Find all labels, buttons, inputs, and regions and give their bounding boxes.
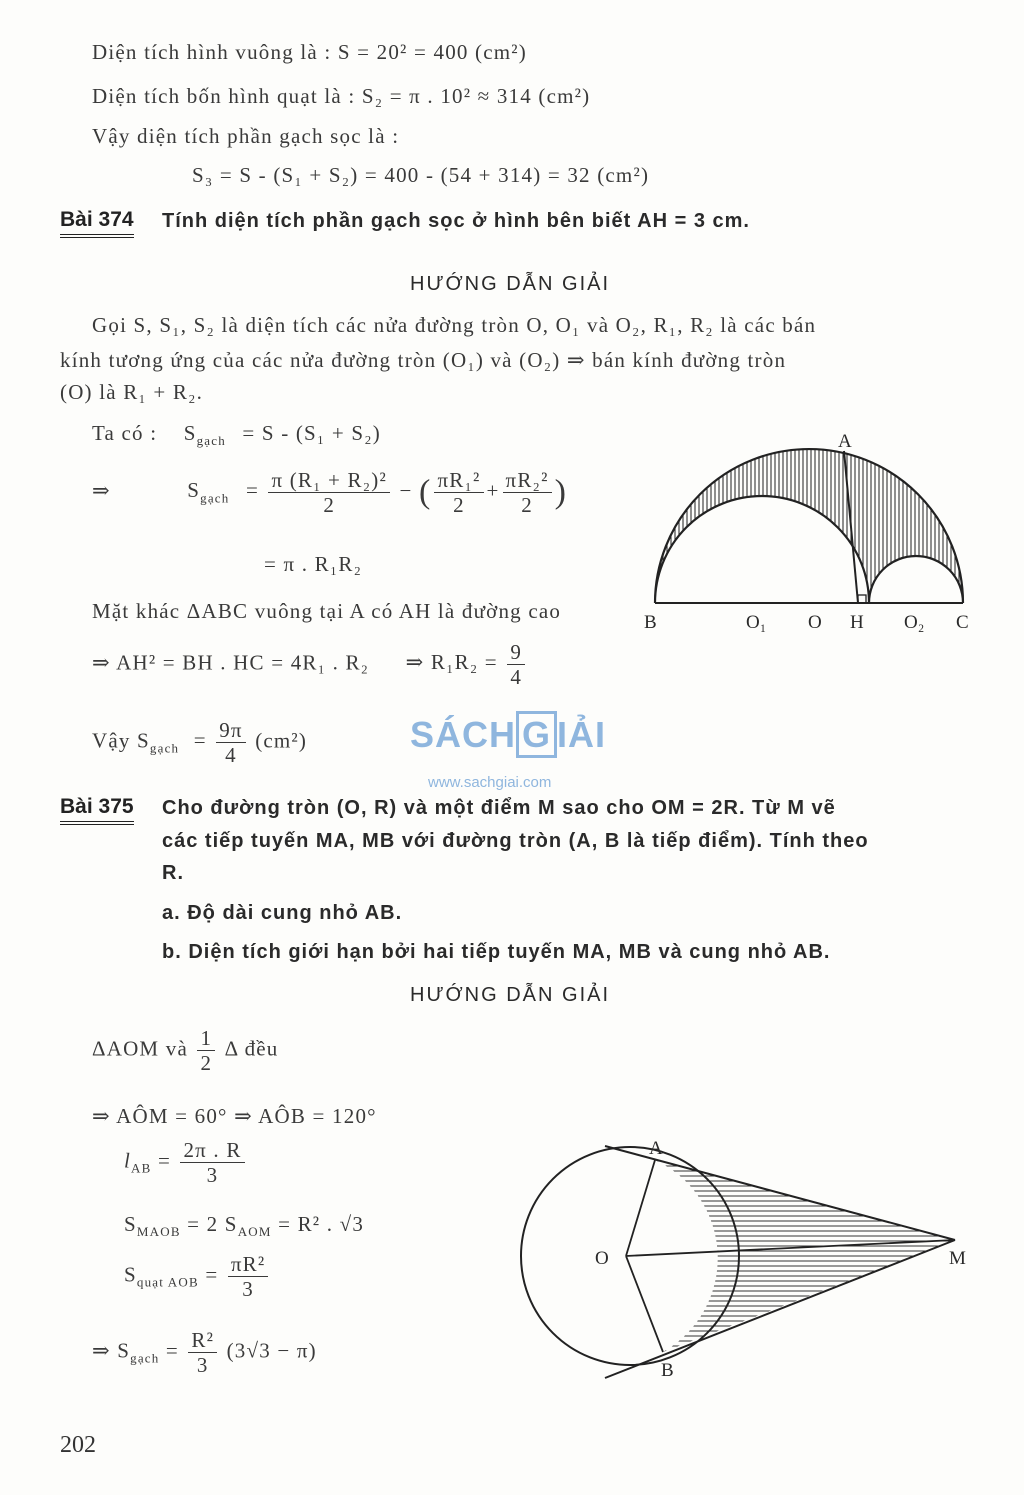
label-A: A (649, 1138, 663, 1159)
label-M: M (949, 1248, 966, 1269)
ex374-para-2: kính tương ứng của các nửa đường tròn (O₁) và (O₂) ⇒ bán kính đường tròn (60, 348, 787, 372)
ex375-step-6: ⇒ $S_{gạch}$ = $\frac{\text{R²}}{3}$ (3√3 − π) (92, 1328, 317, 1378)
exercise-375-part-a: a. Độ dài cung nhỏ AB. (162, 902, 403, 924)
label-O: O (595, 1248, 609, 1269)
exercise-375-line-2: các tiếp tuyến MA, MB với đường tròn (A, B là tiếp điểm). Tính theo (162, 830, 869, 852)
prev-line-3: Vậy diện tích phần gạch sọc là : (92, 124, 400, 148)
watermark-logo: SÁCH G IẢI (410, 714, 606, 756)
ex374-para-1: Gọi S, S₁, S₂ là diện tích các nửa đường tròn O, O₁ và O₂, R₁, R₂ là các bán (92, 313, 817, 337)
prev-line-2: Diện tích bốn hình quạt là : S₂ = π . 10² ≈ 314 (cm²) (92, 84, 591, 108)
ex374-para-3: (O) là R₁ + R₂. (60, 380, 204, 404)
ex375-step-3: $l_{AB}$ = $\frac{2\pi . R}{3}$ (124, 1138, 248, 1187)
ex375-figure (505, 1130, 985, 1390)
shaded-region (655, 449, 963, 603)
exercise-374-statement: Tính diện tích phần gạch sọc ở hình bên biết AH = 3 cm. (162, 210, 750, 232)
exercise-375-heading: HƯỚNG DẪN GIẢI (410, 984, 611, 1006)
ex374-frac-4: $\frac{9}{4}$ (507, 640, 525, 689)
ex374-para-4: Mặt khác ΔABC vuông tại A có AH là đường cao (92, 599, 562, 623)
label-O1: O₁ (746, 612, 767, 633)
ex374-frac-2: $\frac{\text{πR₁²}}{2}$ (434, 468, 483, 517)
ex375-step-1: ΔAOM và $\frac{1}{2}$ Δ đều (92, 1026, 279, 1076)
exercise-374-label: Bài 374 (60, 208, 134, 238)
label-O: O (808, 612, 822, 633)
right-angle-mark (858, 595, 866, 603)
ex374-eq-2: ⇒ $S_{gạch}$ = $\frac{\text{π (R₁ + R₂)²}}{2}$ − ( $\frac{\text{πR₁²}}{2}$ + $\frac{\text{πR₂²}}{2}$ ) (92, 468, 568, 518)
exercise-374-heading: HƯỚNG DẪN GIẢI (410, 273, 611, 295)
prev-line-1: Diện tích hình vuông là : S = 20² = 400 (cm²) (92, 40, 527, 64)
label-C: C (956, 612, 969, 633)
label-O2: O₂ (904, 612, 925, 633)
ex374-eq-3: = π . R₁R₂ (264, 552, 363, 576)
ex374-eq-5: Vậy $S_{gạch}$ = $\frac{9\pi}{4}$ (cm²) (92, 718, 308, 768)
exercise-375-label: Bài 375 (60, 795, 134, 825)
ex374-frac-1: $\frac{\text{π (R₁ + R₂)²}}{2}$ (268, 468, 390, 517)
ex374-frac-3: $\frac{\text{πR₂²}}{2}$ (503, 468, 552, 517)
exercise-375-part-b: b. Diện tích giới hạn bởi hai tiếp tuyến MA, MB và cung nhỏ AB. (162, 941, 831, 963)
exercise-375-line-3: R. (162, 862, 184, 884)
ex374-eq-1: Ta có : $S_{gạch} = S - (S_1 + S_2)$ (92, 421, 381, 449)
radius-oa (626, 1160, 655, 1256)
shaded-region (655, 1160, 955, 1352)
ex375-step-4: $S_{MAOB} = 2$ $S_{AOM} = R^2$ . √3 (124, 1212, 365, 1240)
label-B: B (661, 1360, 674, 1381)
exercise-375-line-1: Cho đường tròn (O, R) và một điểm M sao cho OM = 2R. Từ M vẽ (162, 797, 836, 819)
page-number: 202 (60, 1432, 96, 1458)
watermark-url: www.sachgiai.com (428, 774, 552, 791)
label-B: B (644, 612, 657, 633)
ex374-figure (630, 425, 990, 645)
ex375-step-5: $S_{quạt AOB}$ = $\frac{\text{πR²}}{3}$ (124, 1252, 271, 1301)
prev-line-4: S₃ = S - (S₁ + S₂) = 400 - (54 + 314) = 32 (cm²) (192, 163, 650, 187)
ex375-step-2: ⇒ AÔM = 60° ⇒ AÔB = 120° (92, 1104, 377, 1128)
ex374-frac-5: $\frac{9\pi}{4}$ (216, 718, 246, 767)
radius-ob (626, 1256, 663, 1352)
label-A: A (838, 431, 852, 452)
label-H: H (850, 612, 864, 633)
ex374-eq-4: ⇒ AH² = BH . HC = 4R₁ . R₂ ⇒ R₁R₂ = $\frac{9}{4}$ (92, 640, 528, 689)
